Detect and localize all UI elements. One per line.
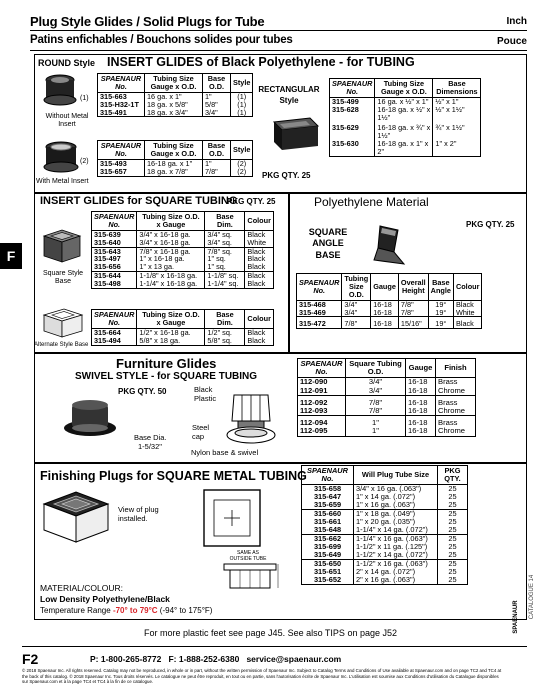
callout-line: Plastic xyxy=(194,393,217,403)
table-cell: 1" x 2" xyxy=(433,140,481,156)
unit-label-fr: Pouce xyxy=(496,36,527,47)
brand-text: SPAENAUR xyxy=(513,600,519,634)
col-header: Overall Height xyxy=(398,274,428,301)
poly-label-line: BASE xyxy=(315,249,341,260)
table-cell: 315-493 xyxy=(98,159,145,167)
table-cell: 315-640 xyxy=(92,239,137,247)
table-cell: 1" xyxy=(346,427,406,436)
divider xyxy=(22,646,527,647)
table-cell: 112-093 xyxy=(298,407,346,416)
table-cell: 1-1/2" x 14 ga. (.072") xyxy=(354,551,438,559)
round-img1-caption: Without Metal Insert xyxy=(45,113,89,129)
col-header: SPAENAUR No. xyxy=(94,310,135,327)
furniture-pkg-qty: PKG QTY. 50 xyxy=(118,387,167,396)
table-cell: 16-18 xyxy=(406,378,436,387)
round-img1-num: (1) xyxy=(80,95,89,102)
table-cell: 16-18 xyxy=(371,309,399,317)
table-cell: Black xyxy=(245,230,274,238)
col-header: Tubing Size Gauge x O.D. xyxy=(145,74,203,93)
table-cell: 25 xyxy=(438,576,468,584)
table-cell: White xyxy=(453,309,482,317)
col-header: SPAENAUR No. xyxy=(94,212,135,229)
table-cell: 315-660 xyxy=(302,509,354,517)
table-cell: 16-18 xyxy=(371,300,399,308)
table-cell: Black xyxy=(453,300,482,308)
table-cell: 315-664 xyxy=(92,328,137,336)
page-number: F2 xyxy=(22,651,39,667)
table-cell: 1" x 16 ga. (.063") xyxy=(354,501,438,509)
table-cell: 315-639 xyxy=(92,230,137,238)
table-header-row xyxy=(297,274,482,301)
poly-title: Polyethylene Material xyxy=(314,195,429,209)
table-cell: ½" x 1" xyxy=(433,97,481,105)
table-cell: 1" xyxy=(203,159,231,167)
same-as-label xyxy=(224,550,272,562)
table-header-row xyxy=(92,310,274,329)
callout-line: cap xyxy=(192,431,205,441)
table-cell: 315-497 xyxy=(92,255,137,263)
divider xyxy=(30,50,527,51)
table-cell: 3/4" xyxy=(346,387,406,396)
table-cell: 3/4" x 16-18 ga. xyxy=(137,239,205,247)
table-cell: 25 xyxy=(438,518,468,526)
contact-line xyxy=(90,654,341,664)
alt-square-glide-image xyxy=(40,305,86,341)
table-cell: 16-18 xyxy=(406,407,436,416)
col-header: SPAENAUR No. xyxy=(307,466,348,483)
round-table-2 xyxy=(97,140,253,177)
col-header: SPAENAUR No. xyxy=(300,359,343,377)
table-cell: 315-650 xyxy=(302,559,354,567)
table-cell: 315-H32-1T xyxy=(98,101,145,109)
table-cell: Black xyxy=(245,328,274,336)
round-glide-image-2 xyxy=(40,140,82,176)
table-cell: 25 xyxy=(438,568,468,576)
table-cell: 1" xyxy=(346,416,406,428)
col-header: Gauge xyxy=(406,359,436,378)
table-header-row xyxy=(98,74,253,93)
table-cell: 315-648 xyxy=(302,526,354,534)
square-title: INSERT GLIDES for SQUARE TUBING xyxy=(40,195,238,207)
col-header: SPAENAUR No. xyxy=(100,141,142,158)
email-link[interactable]: service@spaenaur.com xyxy=(246,654,342,664)
caption-line: Square Style xyxy=(42,270,84,277)
table-cell: 1-1/4" sq. xyxy=(205,280,245,288)
col-header: Tubing Size O.D. x Gauge xyxy=(137,310,205,329)
table-cell: 7/8" xyxy=(342,317,371,329)
unit-label: Inch xyxy=(506,16,527,27)
table-cell: 315-658 xyxy=(302,484,354,492)
table-cell: Chrome xyxy=(436,427,476,436)
col-header: Tubing Size Gauge x O.D. xyxy=(145,141,203,160)
finishing-title: Finishing Plugs for SQUARE METAL TUBING xyxy=(40,469,307,483)
col-header: Tubing Size O.D. x Gauge xyxy=(137,212,205,231)
table-cell: 315-643 xyxy=(92,247,137,255)
view-caption xyxy=(118,505,159,524)
table-row xyxy=(98,109,253,117)
poly-label-line: SQUARE xyxy=(308,227,348,237)
table-row xyxy=(298,387,476,396)
table-cell: Black xyxy=(453,317,482,329)
table-cell: 315-652 xyxy=(302,576,354,584)
table-cell: 3/4" xyxy=(342,300,371,308)
table-cell: 5/8" sq. xyxy=(205,337,245,345)
col-header: Base Dim. xyxy=(205,310,245,329)
table-cell: (1) xyxy=(231,92,253,100)
table-cell: 25 xyxy=(438,509,468,517)
col-header: PKG QTY. xyxy=(438,466,468,485)
table-cell: 7/8" x 16-18 ga. xyxy=(137,247,205,255)
poly-label xyxy=(306,227,350,261)
table-cell: 18 ga. x 7/8" xyxy=(145,168,203,176)
table-cell: (2) xyxy=(231,159,253,167)
table-cell: 112-092 xyxy=(298,395,346,407)
table-cell: 25 xyxy=(438,559,468,567)
base-dia-label xyxy=(134,433,167,451)
table-cell: Black xyxy=(245,280,274,288)
rect-label xyxy=(257,84,321,106)
table-cell: Brass xyxy=(436,416,476,428)
temp-range-value: -70° to 79°C xyxy=(112,606,158,615)
col-header: Colour xyxy=(453,274,482,301)
catalogue-text: CATALOGUE 14 xyxy=(529,574,535,620)
table-cell: 16-18 xyxy=(406,416,436,428)
table-header-row xyxy=(92,212,274,231)
col-header: Finish xyxy=(436,359,476,378)
rect-pkg-qty: PKG QTY. 25 xyxy=(262,171,311,180)
table-cell: 15/16" xyxy=(398,317,428,329)
table-cell: 1" xyxy=(203,92,231,100)
furniture-subtitle: SWIVEL STYLE - for SQUARE TUBING xyxy=(75,371,258,382)
table-cell: 315-649 xyxy=(302,551,354,559)
table-row xyxy=(330,106,481,122)
table-cell: 16-18 ga. x ¾" x 1½" xyxy=(375,121,433,140)
table-cell: 1-1/8" sq. xyxy=(205,272,245,280)
table-cell: 112-095 xyxy=(298,427,346,436)
square-pkg-qty: PKG QTY. 25 xyxy=(227,197,276,206)
table-cell: 315-491 xyxy=(98,109,145,117)
col-header: Colour xyxy=(245,212,274,231)
finishing-plug-image xyxy=(40,486,112,544)
poly-table xyxy=(296,273,482,329)
table-cell: 16-18 xyxy=(406,387,436,396)
col-header: Base O.D. xyxy=(203,74,231,93)
col-header: SPAENAUR No. xyxy=(299,277,340,295)
table-cell: 315-659 xyxy=(302,501,354,509)
table-cell: 18 ga. x 3/4" xyxy=(145,109,203,117)
table-cell: 5/8" x 18 ga. xyxy=(137,337,205,345)
temp-suffix: (-94° to 175°F) xyxy=(157,606,213,615)
round-title: INSERT GLIDES of Black Polyethylene - for TUBING xyxy=(107,55,415,69)
table-row xyxy=(330,140,481,156)
divider xyxy=(30,30,527,31)
table-cell: ½" x 1½" xyxy=(433,106,481,122)
table-row xyxy=(297,317,482,329)
rect-label-line2: Style xyxy=(279,96,299,106)
col-header: Style xyxy=(231,74,253,93)
table-cell: 25 xyxy=(438,501,468,509)
table-cell: 7/8" xyxy=(346,395,406,407)
callout-black-plastic xyxy=(194,386,216,403)
table-cell: 315-651 xyxy=(302,568,354,576)
swivel-glide-image xyxy=(62,398,118,438)
table-cell: 315-498 xyxy=(92,280,137,288)
table-cell: 19° xyxy=(428,300,453,308)
material-label: MATERIAL/COLOUR: xyxy=(40,583,123,593)
table-cell: 315-699 xyxy=(302,543,354,551)
table-row xyxy=(92,337,274,345)
table-cell: 315-494 xyxy=(92,337,137,345)
table-cell: 1" sq. xyxy=(205,255,245,263)
table-row xyxy=(297,309,482,317)
table-row xyxy=(98,168,253,176)
table-header-row xyxy=(302,466,468,485)
table-cell: Black xyxy=(245,247,274,255)
table-cell: 3/4" xyxy=(342,309,371,317)
col-header: Base Dim. xyxy=(205,212,245,231)
table-cell: 112-090 xyxy=(298,378,346,387)
table-cell: (1) xyxy=(231,101,253,109)
same-as-line: OUTSIDE TUBE xyxy=(229,556,267,562)
table-cell: 25 xyxy=(438,551,468,559)
table-row xyxy=(298,407,476,416)
table-cell: Black xyxy=(245,272,274,280)
rect-table xyxy=(329,78,481,157)
fax-number: F: 1-888-252-6380 xyxy=(168,654,240,664)
table-cell: 1-1/2" x 11 ga. (.125") xyxy=(354,543,438,551)
table-cell: 18 ga. x 5/8" xyxy=(145,101,203,109)
caption-line: installed. xyxy=(118,514,148,524)
table-cell: 315-656 xyxy=(92,263,137,271)
table-cell: 315-647 xyxy=(302,493,354,501)
table-cell: Black xyxy=(245,263,274,271)
table-cell: 315-628 xyxy=(330,106,375,122)
table-cell: 3/4" x 16-18 ga. xyxy=(137,230,205,238)
copyright-text: © 2018 Spaenaur Inc. All rights reserved. Catalog may not be reproduced, in whole or in part, without the written permission of Spaenaur Inc. Subject to Catalog Terms and Conditions of Use available at Spaenaur.com and on page TC2 and TC4 at the back of this catalog. © 2018 Spaenaur Inc. Tous droits réservés. Le catalogue ne peut être reproduit, en tout ou en partie, sans l'autorisation écrite de Spaenaur Inc. L'utilisation est soumise aux Conditions d'utilisation du Catalogue disponibles sur Spaenaur.com et à la page TC4 et TC4 à la fin de ce catalogue. xyxy=(22,668,502,684)
table-cell: 25 xyxy=(438,534,468,542)
page-subtitle: Patins enfichables / Bouchons solides pour tubes xyxy=(30,34,293,46)
table-cell: 1" sq. xyxy=(205,263,245,271)
col-header: Style xyxy=(231,141,253,160)
table-cell: 315-499 xyxy=(330,97,375,105)
table-cell: 16-18 xyxy=(406,395,436,407)
table-cell: 5/8" xyxy=(203,101,231,109)
table-cell: 112-091 xyxy=(298,387,346,396)
col-header: Gauge xyxy=(371,274,399,301)
table-cell: 1" x 18 ga. (.049") xyxy=(354,509,438,517)
rect-label-line1: RECTANGULAR xyxy=(258,85,320,94)
col-header: Base Angle xyxy=(428,274,453,301)
square-img1-caption xyxy=(38,270,88,287)
section-tab: F xyxy=(0,243,22,269)
table-cell: 315-472 xyxy=(297,317,342,329)
col-header: Base O.D. xyxy=(203,141,231,160)
round-glide-image-1 xyxy=(40,73,80,109)
col-header: Will Plug Tube Size xyxy=(354,466,438,485)
poly-label-line: ANGLE xyxy=(312,238,344,249)
table-row xyxy=(92,280,274,288)
table-cell: 315-662 xyxy=(302,534,354,542)
page-title: Plug Style Glides / Solid Plugs for Tube xyxy=(30,14,265,29)
table-header-row xyxy=(330,79,481,98)
caption-line: View of plug xyxy=(118,505,159,514)
table-cell: Black xyxy=(245,255,274,263)
table-cell: 1-1/8" x 16-18 ga. xyxy=(137,272,205,280)
table-cell: 3/4" xyxy=(203,109,231,117)
table-cell: 25 xyxy=(438,493,468,501)
round-img2-caption: With Metal Insert xyxy=(36,178,89,185)
table-cell: 1-1/4" x 16 ga. (.063") xyxy=(354,534,438,542)
square-glide-image xyxy=(38,226,86,266)
col-header: SPAENAUR No. xyxy=(332,79,373,96)
table-cell: Brass xyxy=(436,378,476,387)
caption-line: Base xyxy=(55,278,71,286)
table-cell: 3/4" sq. xyxy=(205,239,245,247)
table-cell: 1" x 14 ga. (.072") xyxy=(354,493,438,501)
table-cell: Chrome xyxy=(436,407,476,416)
table-cell: 315-644 xyxy=(92,272,137,280)
table-cell: 16-18 xyxy=(406,427,436,436)
table-cell: 25 xyxy=(438,543,468,551)
col-header: SPAENAUR No. xyxy=(100,74,142,91)
table-cell: 16-18 ga. x 1" x 2" xyxy=(375,140,433,156)
table-cell: 25 xyxy=(438,526,468,534)
round-table-1 xyxy=(97,73,253,117)
table-cell: 1" x 16-18 ga. xyxy=(137,255,205,263)
table-cell: 3/4" xyxy=(346,378,406,387)
table-cell: (2) xyxy=(231,168,253,176)
callout-line: Steel xyxy=(192,423,210,432)
table-cell: 1/2" x 16-18 ga. xyxy=(137,328,205,336)
furniture-table xyxy=(297,358,476,437)
table-cell: 16-18 ga. x ½" x 1½" xyxy=(375,106,433,122)
plug-side-drawing xyxy=(218,562,282,592)
table-cell: 3/4" sq. xyxy=(205,230,245,238)
table-cell: 112-094 xyxy=(298,416,346,428)
table-cell: 7/8" xyxy=(398,309,428,317)
table-cell: White xyxy=(245,239,274,247)
base-dia-line: Base Dia. xyxy=(134,433,167,442)
plug-front-drawing xyxy=(200,486,264,548)
table-cell: 1-1/4" x 14 ga. (.072") xyxy=(354,526,438,534)
table-row xyxy=(298,427,476,436)
base-dia-value: 1-5/32" xyxy=(138,442,162,451)
table-cell: 16 ga. x 1" xyxy=(145,92,203,100)
table-cell: 16 ga. x ½" x 1" xyxy=(375,97,433,105)
swivel-glide-image-2 xyxy=(224,391,282,447)
square-table-2 xyxy=(91,309,274,346)
col-header: Tubing Size O.D. xyxy=(342,274,371,301)
table-cell: 1" x 20 ga. (.035") xyxy=(354,518,438,526)
footer-note: For more plastic feet see page J45. See also TIPS on page J52 xyxy=(144,628,397,638)
table-cell: 315-469 xyxy=(297,309,342,317)
col-header: Tubing Size Gauge x O.D. xyxy=(375,79,433,98)
finishing-table xyxy=(301,465,468,585)
table-cell: 315-657 xyxy=(98,168,145,176)
table-cell: 7/8" sq. xyxy=(205,247,245,255)
table-cell: 7/8" xyxy=(203,168,231,176)
table-cell: 1" x 13 ga. xyxy=(137,263,205,271)
table-cell: 315-663 xyxy=(98,92,145,100)
same-as-line: SAME AS xyxy=(237,550,259,556)
furniture-title: Furniture Glides xyxy=(116,356,217,371)
table-cell: 16-18 ga. x 1" xyxy=(145,159,203,167)
table-cell: 2" x 16 ga. (.063") xyxy=(354,576,438,584)
alt-style-caption: Alternate Style Base xyxy=(34,342,89,348)
temperature-range xyxy=(40,606,212,615)
table-cell: 7/8" xyxy=(346,407,406,416)
rect-glide-image xyxy=(266,112,322,156)
table-cell: 19° xyxy=(428,317,453,329)
callout-steel-cap xyxy=(192,424,209,441)
table-cell: ¾" x 1½" xyxy=(433,121,481,140)
nylon-caption: Nylon base & swivel xyxy=(191,448,259,457)
table-cell: 7/8" xyxy=(398,300,428,308)
angle-glide-image xyxy=(370,222,410,268)
poly-pkg-qty: PKG QTY. 25 xyxy=(466,220,515,229)
table-cell: 16-18 xyxy=(371,317,399,329)
table-cell: 315-630 xyxy=(330,140,375,156)
temp-prefix: Temperature Range xyxy=(40,606,113,615)
col-header: Base Dimensions xyxy=(433,79,481,98)
callout-line: Black xyxy=(194,385,213,394)
table-cell: 19° xyxy=(428,309,453,317)
table-cell: 315-629 xyxy=(330,121,375,140)
table-cell: 2" x 14 ga. (.072") xyxy=(354,568,438,576)
table-cell: 3/4" x 16 ga. (.063") xyxy=(354,484,438,492)
table-header-row xyxy=(298,359,476,378)
table-row xyxy=(92,239,274,247)
table-header-row xyxy=(98,141,253,160)
round-img2-num: (2) xyxy=(80,158,89,165)
table-cell: (1) xyxy=(231,109,253,117)
table-cell: Brass xyxy=(436,395,476,407)
phone-number[interactable]: P: 1-800-265-8772 xyxy=(90,654,162,664)
table-row xyxy=(302,576,468,584)
table-cell: 1/2" sq. xyxy=(205,328,245,336)
table-cell: 315-661 xyxy=(302,518,354,526)
table-cell: Black xyxy=(245,337,274,345)
table-cell: Chrome xyxy=(436,387,476,396)
col-header: Square Tubing O.D. xyxy=(346,359,406,378)
side-catalogue-label xyxy=(524,570,534,630)
material-value: Low Density Polyethylene/Black xyxy=(40,594,170,604)
square-table-1 xyxy=(91,211,274,289)
table-cell: 315-468 xyxy=(297,300,342,308)
table-row xyxy=(330,121,481,140)
round-style-label: ROUND Style xyxy=(38,58,96,68)
table-cell: 1-1/2" x 16 ga. (.063") xyxy=(354,559,438,567)
table-cell: 25 xyxy=(438,484,468,492)
col-header: Colour xyxy=(245,310,274,329)
table-cell: 1-1/4" x 16-18 ga. xyxy=(137,280,205,288)
